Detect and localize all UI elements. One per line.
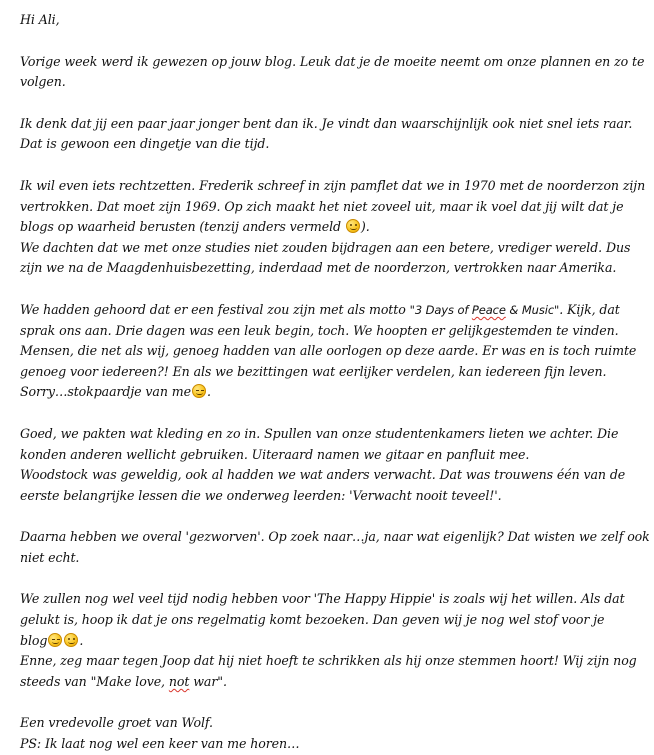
paragraph-festival [20,300,642,403]
closing-line: Een vredevolle groet van Wolf. [20,715,213,731]
text-line: Mensen, die net als wij, genoeg hadden van alle oorlogen op deze aarde. Er was en is toch ruimte [20,343,637,359]
winking-smiley-icon [192,384,206,398]
letter-body [20,10,650,755]
text-line: vertrokken. Dat moet zijn 1969. Op zich maakt het niet zoveel uit, maar ik voel dat jij wilt dat je [20,198,624,214]
paragraph-age [20,114,642,155]
paragraph-blog-intro [20,52,645,93]
text-line: niet echt. [20,549,80,565]
text-line: Vorige week werd ik gewezen op jouw blog. Leuk dat je de moeite neemt om onze plannen en zo te [20,53,645,69]
text-line: We hadden gehoord dat er een festival zou zijn met als motto "3 Days of Peace & Music". Kijk, dat [20,301,620,317]
spellcheck-underline: Peace [471,302,506,317]
paragraph-correction [20,176,646,279]
text-line: Woodstock was geweldig, ook al hadden we wat anders verwacht. Dat was trouwens één van de [20,467,626,483]
text-line: blog . [20,632,84,648]
festival-motto: "3 Days of Peace & Music" [409,302,560,317]
postscript: PS: Ik laat nog wel een keer van me horen… [20,736,300,752]
spellcheck-underline: not [168,673,190,689]
text-line: gelukt is, hoop ik dat je ons regelmatig komt bezoeken. Dan geven wij je nog wel stof voor je [20,612,605,628]
text-line: sprak ons aan. Drie dagen was een leuk begin, toch. We hoopten er gelijkgestemden te vinden. [20,322,619,338]
text-line: Goed, we pakten wat kleding en zo in. Spullen van onze studentenkamers lieten we achter. Die [20,425,619,441]
smiley-icon [64,633,78,647]
text-line: We dachten dat we met onze studies niet zouden bijdragen aan een betere, vrediger wereld. Dus [20,239,631,255]
text-line: Daarna hebben we overal 'gezworven'. Op zoek naar…ja, naar wat eigenlijk? Dat wisten we zelf ook [20,529,650,545]
smiley-icon [346,219,360,233]
text-line: Ik wil even iets rechtzetten. Frederik schreef in zijn pamflet dat we in 1970 met de noorderzon zijn [20,177,646,193]
text-line: zijn we na de Maagdenhuisbezetting, inderdaad met de noorderzon, vertrokken naar Amerika. [20,260,617,276]
text-line: Enne, zeg maar tegen Joop dat hij niet hoeft te schrikken als hij onze stemmen hoort! Wij zijn nog [20,653,637,669]
text-line: eerste belangrijke lessen die we onderweg leerden: 'Verwacht nooit teveel!'. [20,487,502,503]
text-line: konden anderen wellicht gebruiken. Uiteraard namen we gitaar en panfluit mee. [20,446,530,462]
text-line: Sorry…stokpaardje van me . [20,384,211,400]
paragraph-wandering [20,527,650,568]
text-line: volgen. [20,74,66,90]
text-line: Ik denk dat jij een paar jaar jonger bent dan ik. Je vindt dan waarschijnlijk ook niet snel iets raar. [20,115,633,131]
text-line: genoeg voor iedereen?! En als we bezittingen wat eerlijker verdelen, kan iedereen fijn leven. [20,363,607,379]
text-line: Dat is gewoon een dingetje van die tijd. [20,136,270,152]
text-line: steeds van "Make love, not war". [20,673,227,689]
text-line: We zullen nog wel veel tijd nodig hebben voor 'The Happy Hippie' is zoals wij het willen. Als dat [20,591,625,607]
closing [20,713,642,754]
greeting: Hi Ali, [20,12,60,27]
paragraph-woodstock [20,424,642,506]
winking-smiley-icon [48,633,62,647]
text-line: blogs op waarheid berusten (tenzij anders vermeld ). [20,219,370,235]
paragraph-happy-hippie [20,589,642,692]
